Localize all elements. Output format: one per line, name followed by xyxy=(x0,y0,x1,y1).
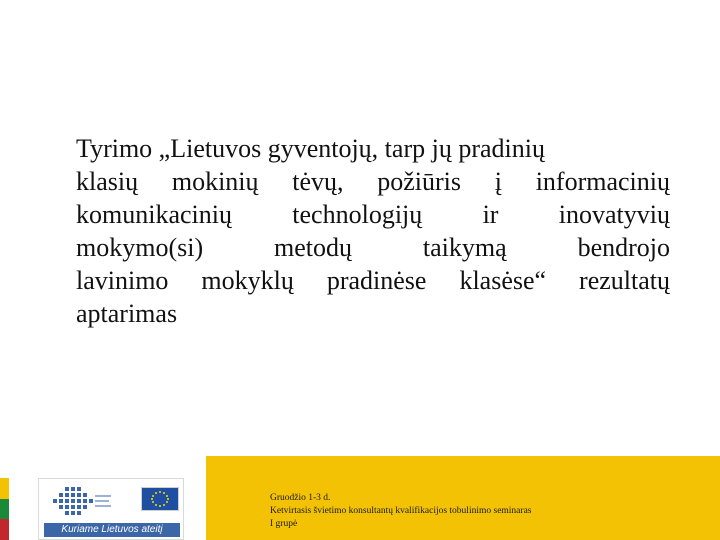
title-line-1: Tyrimo „Lietuvos gyventojų, tarp jų pradinių xyxy=(76,134,545,163)
lithuanian-flag-strip xyxy=(0,478,9,540)
title-line-5: lavinimo mokyklų pradinėse klasėse“ rezultatų xyxy=(76,266,670,295)
title-line-6: aptarimas xyxy=(76,299,178,328)
event-info-panel xyxy=(206,456,720,540)
event-group: I grupė xyxy=(270,519,298,529)
title-line-3: komunikacinių technologijų ir inovatyvių xyxy=(76,200,670,229)
flag-stripe-yellow xyxy=(0,478,9,499)
slogan-banner: Kuriame Lietuvos ateitį xyxy=(44,523,180,537)
title-line-4: mokymo(si) metodų taikymą bendrojo xyxy=(76,233,670,262)
flag-stripe-red xyxy=(0,519,9,540)
flag-stripe-green xyxy=(0,499,9,520)
sponsor-logo xyxy=(38,478,184,540)
event-name: Ketvirtasis švietimo konsultantų kvalifikacijos tobulinimo seminaras xyxy=(270,506,532,516)
slide-footer xyxy=(0,456,720,540)
ministry-dots-emblem-icon xyxy=(45,483,115,521)
slide-title xyxy=(76,132,670,330)
event-info-text xyxy=(270,492,531,531)
eu-flag-icon xyxy=(141,487,179,511)
title-line-2: klasių mokinių tėvų, požiūris į informacinių xyxy=(76,167,670,196)
event-date: Gruodžio 1-3 d. xyxy=(270,493,331,503)
